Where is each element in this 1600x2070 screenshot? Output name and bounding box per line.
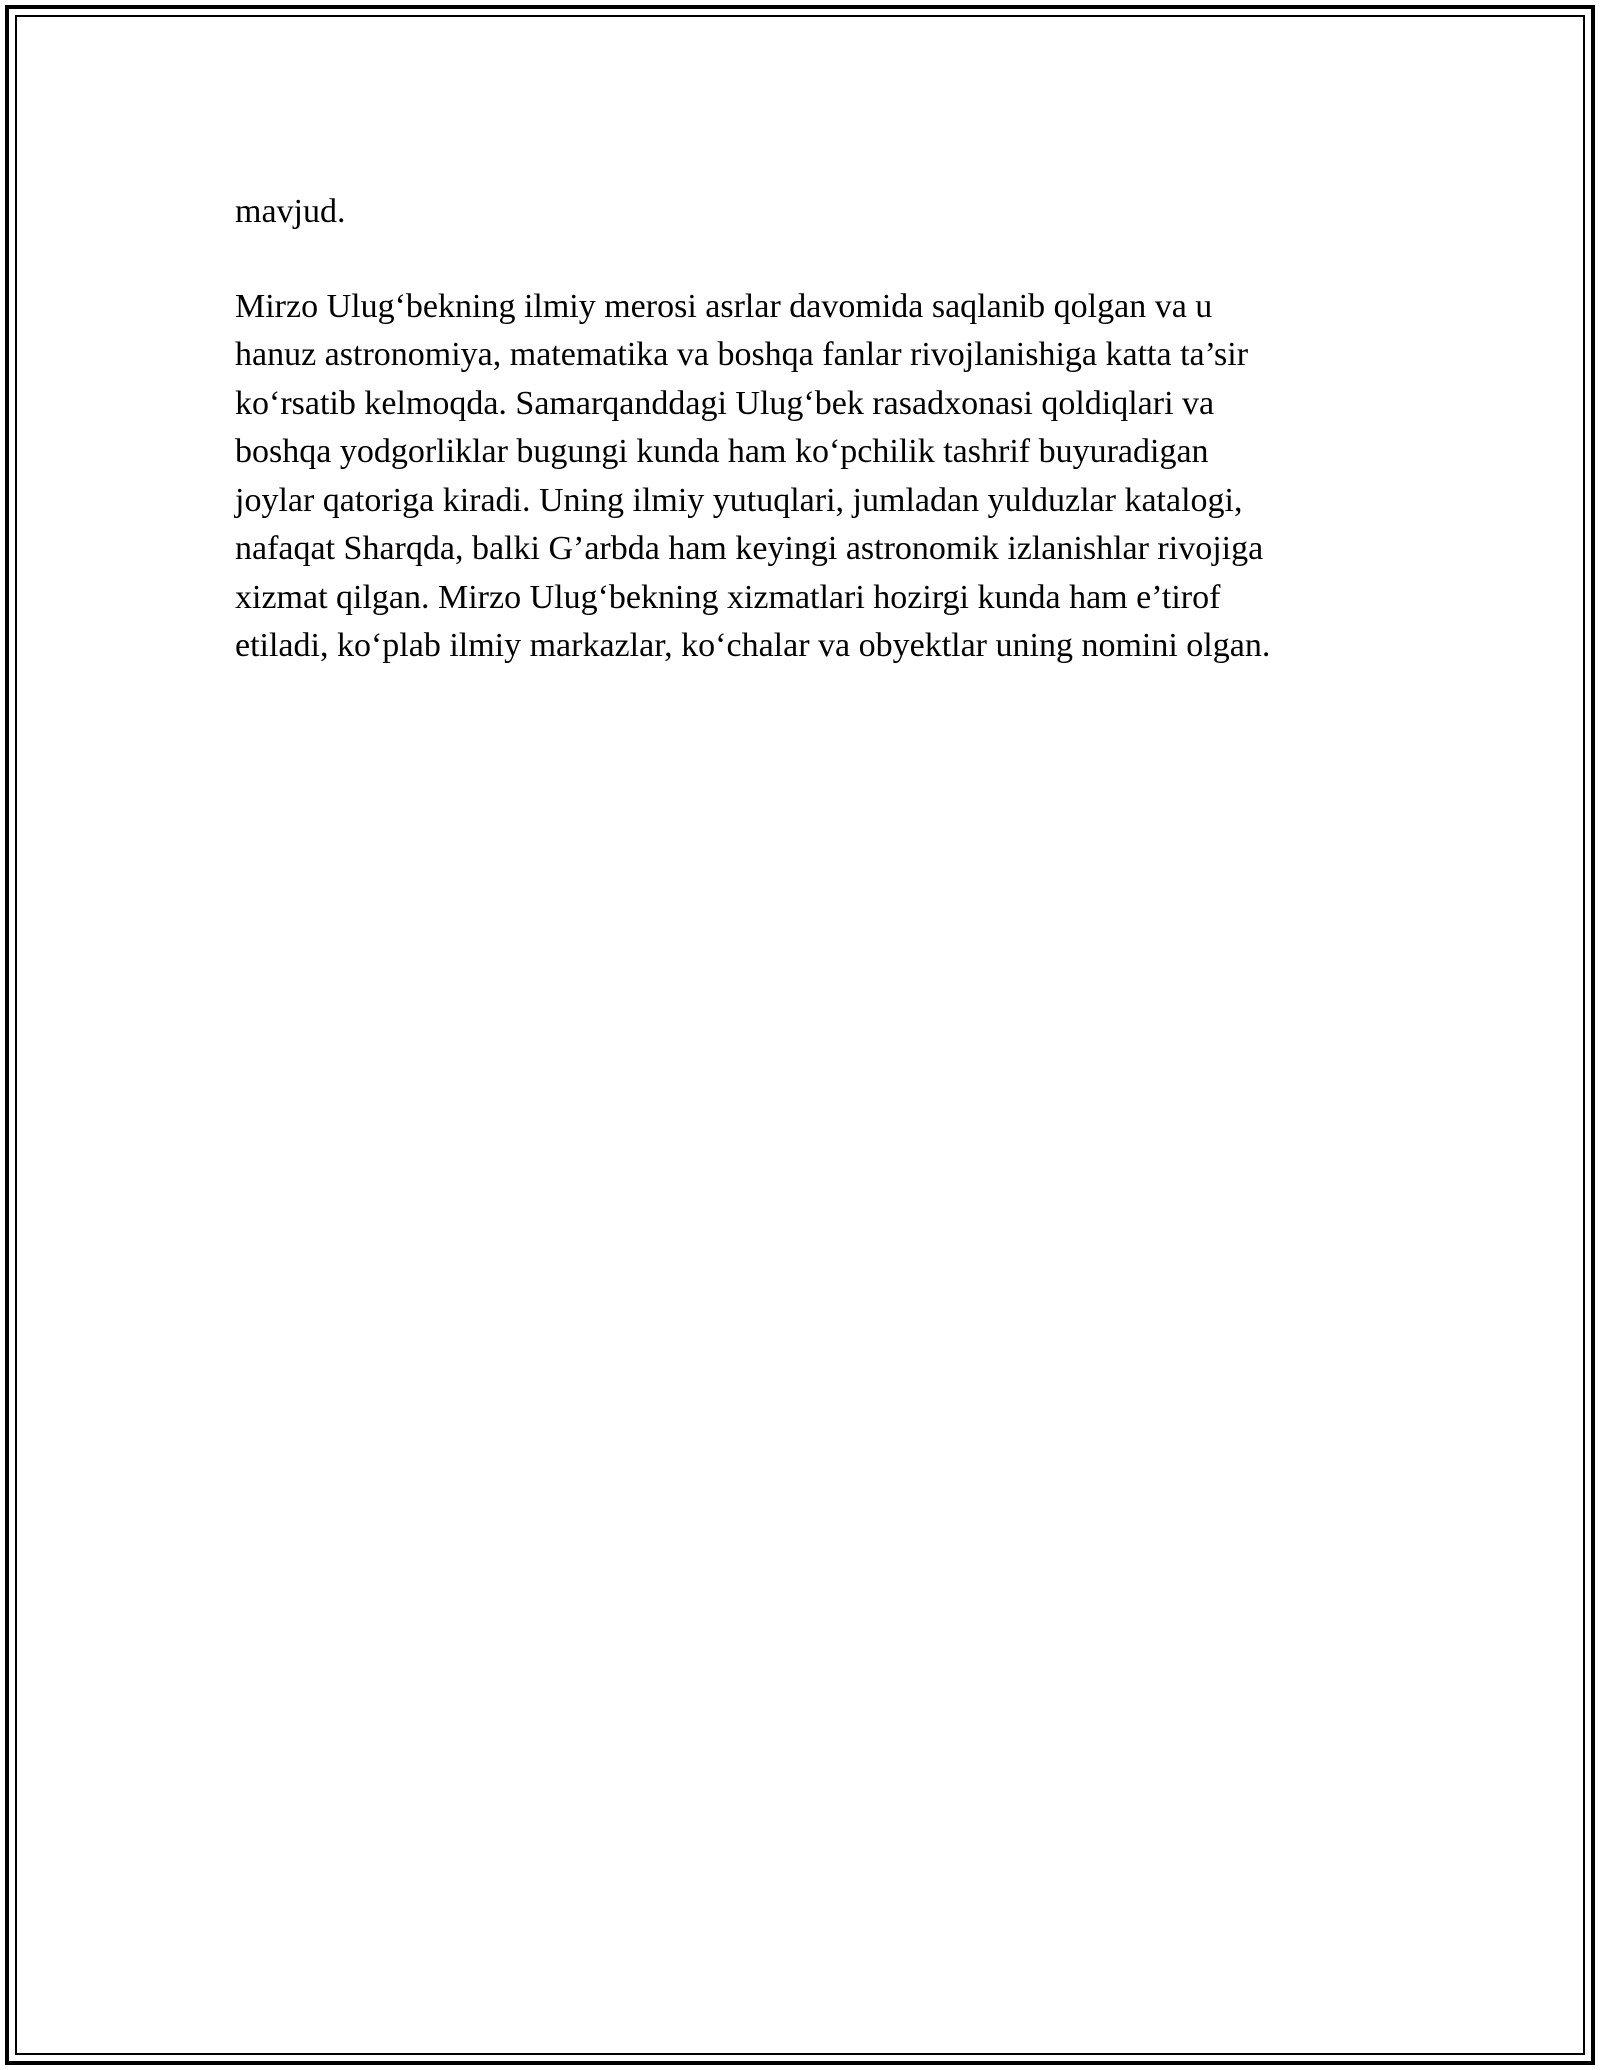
document-body: [235, 188, 1365, 671]
text-line: xizmat qilgan. Mirzo Ulug‘bekning xizmatlari hozirgi kunda ham e’tirof: [235, 578, 1221, 616]
text-line: boshqa yodgorliklar bugungi kunda ham ko‘pchilik tashrif buyuradigan: [235, 433, 1209, 470]
text-line: nafaqat Sharqda, balki G’arbda ham keyingi astronomik izlanishlar rivojiga: [235, 530, 1264, 567]
text-line: mavjud.: [235, 193, 346, 230]
text-line: ko‘rsatib kelmoqda. Samarqanddagi Ulug‘bek rasadxonasi qoldiqlari va: [235, 384, 1215, 422]
text-line: etiladi, ko‘plab ilmiy markazlar, ko‘chalar va obyektlar uning nomini olgan.: [235, 627, 1271, 664]
text-line: hanuz astronomiya, matematika va boshqa fanlar rivojlanishiga katta ta’sir: [235, 336, 1249, 373]
paragraph-ulugbek-legacy: [235, 283, 1365, 671]
text-line: Mirzo Ulug‘bekning ilmiy merosi asrlar davomida saqlanib qolgan va u: [235, 287, 1213, 325]
text-line: joylar qatoriga kiradi. Uning ilmiy yutuqlari, jumladan yulduzlar katalogi,: [235, 481, 1243, 519]
paragraph-continuation: [235, 188, 1365, 237]
